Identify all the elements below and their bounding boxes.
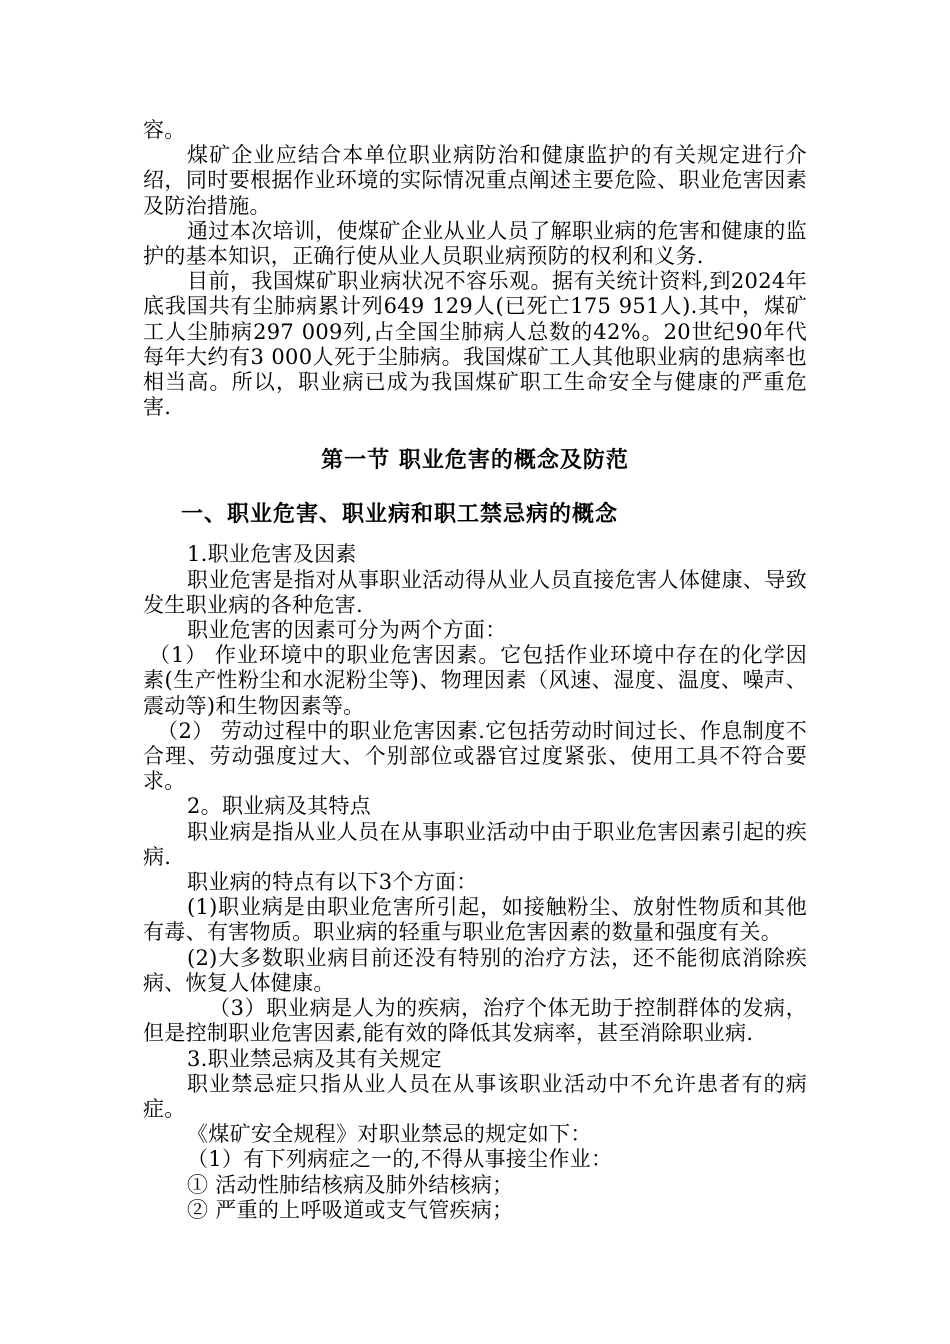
body-paragraph: 职业病是指从业人员在从事职业活动中由于职业危害因素引起的疾病. xyxy=(143,819,807,869)
list-item: ① 活动性肺结核病及肺外结核病； xyxy=(187,1172,514,1197)
body-paragraph: 职业危害的因素可分为两个方面： xyxy=(187,618,507,643)
intro-paragraph: 目前，我国煤矿职业病状况不容乐观。据有关统计资料,到2024年底我国共有尘肺病累计列649 129人(已死亡175 951人).其中，煤矿工人尘肺病297 009列,占全国尘肺病人总数的42%。20世纪90年代每年大约有3 000人死于尘肺病。我国煤矿工人其他职业病的患病率也相当高。所以，职业病已成为我国煤矿职工生命安全与健康的严重危害. xyxy=(143,269,807,420)
body-paragraph: （1）有下列病症之一的,不得从事接尘作业： xyxy=(187,1147,613,1172)
body-paragraph: 职业禁忌症只指从业人员在从事该职业活动中不允许患者有的病症。 xyxy=(143,1071,807,1121)
subsection-title: 一、职业危害、职业病和职工禁忌病的概念 xyxy=(181,502,619,528)
item-heading: 3.职业禁忌病及其有关规定 xyxy=(187,1046,442,1071)
section-title: 第一节 职业危害的概念及防范 xyxy=(321,448,629,474)
intro-paragraph: 煤矿企业应结合本单位职业病防治和健康监护的有关规定进行介绍，同时要根据作业环境的实际情况重点阐述主要危险、职业危害因素及防治措施。 xyxy=(143,143,807,218)
item-heading: 1.职业危害及因素 xyxy=(187,542,357,567)
body-paragraph: （2） 劳动过程中的职业危害因素.它包括劳动时间过长、作息制度不合理、劳动强度过大、个别部位或器官过度紧张、使用工具不符合要求。 xyxy=(143,718,807,794)
body-paragraph: (1)职业病是由职业危害所引起，如接触粉尘、放射性物质和其他有毒、有害物质。职业病的轻重与职业危害因素的数量和强度有关。 xyxy=(143,895,807,945)
item-heading: 2。职业病及其特点 xyxy=(187,794,372,819)
body-paragraph: （1） 作业环境中的职业危害因素。它包括作业环境中存在的化学因素(生产性粉尘和水泥粉尘等)、物理因素（风速、湿度、温度、噪声、震动等)和生物因素等。 xyxy=(143,643,807,718)
intro-paragraph-continuation: 容。 xyxy=(143,118,186,142)
body-paragraph: (2)大多数职业病目前还没有特别的治疗方法，还不能彻底消除疾病、恢复人体健康。 xyxy=(143,945,807,995)
intro-paragraph: 通过本次培训，使煤矿企业从业人员了解职业病的危害和健康的监护的基本知识，正确行使从业人员职业病预防的权利和义务. xyxy=(143,218,807,269)
body-paragraph: 职业病的特点有以下3个方面： xyxy=(187,870,478,895)
body-paragraph: 《煤矿安全规程》对职业禁忌的规定如下： xyxy=(187,1122,592,1147)
body-paragraph: 职业危害是指对从事职业活动得从业人员直接危害人体健康、导致发生职业病的各种危害. xyxy=(143,567,807,617)
list-item: ② 严重的上呼吸道或支气管疾病； xyxy=(187,1197,514,1222)
body-paragraph: （3）职业病是人为的疾病，治疗个体无助于控制群体的发病，但是控制职业危害因素,能有效的降低其发病率，甚至消除职业病. xyxy=(143,996,807,1046)
